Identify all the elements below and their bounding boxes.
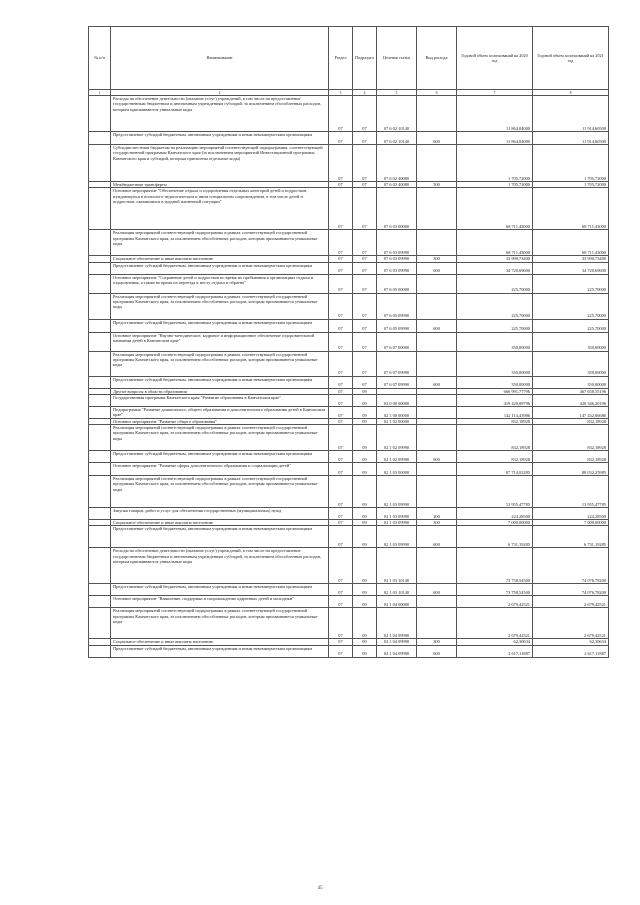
- cell-razdel: 07: [329, 376, 353, 388]
- cell-sum-2020: 33 990,73400: [457, 256, 533, 262]
- cell-podrazdel: 09: [353, 394, 377, 406]
- cell-sum-2020: 225,70000: [457, 274, 533, 293]
- table-row: [89, 451, 609, 463]
- cell-podrazdel: 09: [353, 418, 377, 424]
- cell-razdel: 07: [329, 520, 353, 526]
- cell-name: Другие вопросы в области образования: [111, 388, 329, 394]
- cell-sum-2021: 68 711,43000: [533, 188, 609, 230]
- cell-podrazdel: 09: [353, 388, 377, 394]
- column-number: 6: [417, 90, 457, 96]
- cell-razdel: 07: [329, 584, 353, 596]
- cell-sum-2020: 350,00000: [457, 351, 533, 376]
- cell-sum-2021: 11 914,60500: [533, 132, 609, 145]
- cell-vr: 600: [417, 132, 457, 145]
- cell-podrazdel: 07: [353, 262, 377, 274]
- cell-razdel: 07: [329, 476, 353, 508]
- table-row: [89, 96, 609, 132]
- cell-num: [89, 230, 111, 256]
- cell-sum-2020: 1 705,72000: [457, 182, 533, 188]
- table-row: [89, 548, 609, 584]
- cell-csr: 02 1 04 00000: [377, 596, 417, 608]
- cell-sum-2020: 832,18928: [457, 418, 533, 424]
- cell-razdel: 07: [329, 508, 353, 520]
- cell-csr: 07 6 03 00000: [377, 188, 417, 230]
- cell-razdel: 07: [329, 230, 353, 256]
- cell-razdel: 07: [329, 639, 353, 645]
- cell-podrazdel: 09: [353, 425, 377, 451]
- cell-name: Подпрограмма "Развитие дошкольного, общего образования и дополнительного образования детей в Камчатском крае": [111, 406, 329, 418]
- table-row: [89, 508, 609, 520]
- cell-csr: 07 6 02 40080: [377, 145, 417, 182]
- cell-vr: [417, 96, 457, 132]
- cell-vr: [417, 293, 457, 319]
- cell-sum-2021: 13 955,47785: [533, 476, 609, 508]
- table-row: [89, 332, 609, 351]
- cell-name: Основное мероприятие "Обеспечение отдыха и оздоровления отдельных категорий детей и подростков, нуждающихся в психолого-педагогическом и ином специальном сопровождении, в том числе детей и подростков, оказавшихся в трудной жизненной ситуации": [111, 188, 329, 230]
- cell-name: Предоставление субсидий бюджетным, автономным учреждениям и иным некоммерческим организациям: [111, 645, 329, 657]
- column-number: 4: [353, 90, 377, 96]
- cell-razdel: 07: [329, 182, 353, 188]
- cell-name: Основное мероприятие "Выявление, поддержка и сопровождение одаренных детей и молодежи": [111, 596, 329, 608]
- cell-name: Расходы на обеспечение деятельности (оказание услуг) учреждений, в том числе на предоставление государственным бюджетным и автономным учреждениям субсидий, за исключением обособленных расходов, которым присваиваются уникальные коды: [111, 548, 329, 584]
- table-row: [89, 584, 609, 596]
- cell-sum-2020: 2 617,11887: [457, 645, 533, 657]
- cell-csr: 02 1 03 09990: [377, 508, 417, 520]
- cell-sum-2020: 62,30634: [457, 639, 533, 645]
- table-row: [89, 526, 609, 548]
- cell-num: [89, 394, 111, 406]
- cell-name: Предоставление субсидий бюджетным, автономным учреждениям и иным некоммерческим организациям: [111, 262, 329, 274]
- cell-csr: 02 1 03 09990: [377, 526, 417, 548]
- cell-vr: 300: [417, 256, 457, 262]
- cell-razdel: 07: [329, 188, 353, 230]
- table-row: [89, 608, 609, 639]
- column-number: 7: [457, 90, 533, 96]
- cell-sum-2021: 7 000,00000: [533, 520, 609, 526]
- table-row: [89, 425, 609, 451]
- cell-num: [89, 188, 111, 230]
- page-number: 45: [317, 886, 323, 891]
- cell-name: Закупка товаров, работ и услуг для обеспечения государственных (муниципальных) нужд: [111, 508, 329, 520]
- cell-name: Предоставление субсидий бюджетным, автономным учреждениям и иным некоммерческим организациям: [111, 451, 329, 463]
- cell-csr: 02 1 03 00000: [377, 463, 417, 476]
- cell-vr: 300: [417, 639, 457, 645]
- table-row: [89, 132, 609, 145]
- cell-csr: 02 1 00 00000: [377, 406, 417, 418]
- cell-sum-2021: 11 914,60500: [533, 96, 609, 132]
- cell-sum-2020: 350,00000: [457, 332, 533, 351]
- cell-vr: [417, 406, 457, 418]
- cell-name: Предоставление субсидий бюджетным, автономным учреждениям и иным некоммерческим организациям: [111, 376, 329, 388]
- column-number: 2: [111, 90, 329, 96]
- cell-vr: [417, 188, 457, 230]
- header-vr: Вид расхода: [417, 27, 457, 90]
- cell-csr: 07 6 07 00000: [377, 332, 417, 351]
- cell-sum-2020: 225,70000: [457, 293, 533, 319]
- cell-podrazdel: 09: [353, 463, 377, 476]
- cell-sum-2021: 34 720,69600: [533, 262, 609, 274]
- cell-num: [89, 508, 111, 520]
- cell-sum-2020: 832,18928: [457, 451, 533, 463]
- cell-vr: 500: [417, 182, 457, 188]
- header-row: [89, 27, 609, 90]
- cell-csr: 02 0 00 00000: [377, 394, 417, 406]
- cell-sum-2021: 225,70000: [533, 293, 609, 319]
- cell-podrazdel: 09: [353, 526, 377, 548]
- cell-podrazdel: 09: [353, 406, 377, 418]
- cell-csr: 07 6 05 00000: [377, 274, 417, 293]
- cell-razdel: 07: [329, 145, 353, 182]
- cell-num: [89, 332, 111, 351]
- cell-razdel: 07: [329, 256, 353, 262]
- cell-sum-2021: 225,70000: [533, 274, 609, 293]
- cell-vr: [417, 596, 457, 608]
- cell-csr: 07 6 03 09990: [377, 262, 417, 274]
- table-row: [89, 596, 609, 608]
- cell-num: [89, 351, 111, 376]
- cell-sum-2021: 2 679,42521: [533, 608, 609, 639]
- cell-sum-2021: 832,18928: [533, 425, 609, 451]
- cell-sum-2021: 832,18928: [533, 418, 609, 424]
- cell-podrazdel: 07: [353, 293, 377, 319]
- cell-name: Субсидии местным бюджетам на реализацию мероприятий соответствующей подпрограммы, соответствующей государственной программы Камчатского края (за исключением мероприятий Инвестиционной программы Камчатского края и субсидий, которым присвоены отдельные коды): [111, 145, 329, 182]
- table-row: [89, 230, 609, 256]
- cell-sum-2021: 225,70000: [533, 319, 609, 332]
- cell-sum-2021: 6 731,19285: [533, 526, 609, 548]
- cell-razdel: 07: [329, 394, 353, 406]
- cell-num: [89, 608, 111, 639]
- cell-name: Расходы на обеспечение деятельности (оказание услуг) учреждений, в том числе на предоставление государственным бюджетным и автономным учреждениям субсидий, за исключением обособленных расходов, которым присваиваются уникальные коды: [111, 96, 329, 132]
- cell-name: Социальное обеспечение и иные выплаты населению: [111, 639, 329, 645]
- cell-vr: [417, 548, 457, 584]
- cell-num: [89, 274, 111, 293]
- cell-sum-2021: 350,00000: [533, 332, 609, 351]
- cell-vr: 600: [417, 526, 457, 548]
- table-row: [89, 463, 609, 476]
- cell-sum-2020: 419 420,08796: [457, 394, 533, 406]
- cell-name: Основное мероприятие "Развитие сферы дополнительного образования и социализации детей": [111, 463, 329, 476]
- cell-vr: [417, 394, 457, 406]
- cell-sum-2020: 68 711,43000: [457, 188, 533, 230]
- cell-razdel: 07: [329, 463, 353, 476]
- cell-sum-2020: 832,18928: [457, 425, 533, 451]
- cell-name: Предоставление субсидий бюджетным, автономным учреждениям и иным некоммерческим организациям: [111, 319, 329, 332]
- cell-num: [89, 132, 111, 145]
- cell-sum-2020: 666 991,77796: [457, 388, 533, 394]
- cell-sum-2021: 832,18928: [533, 451, 609, 463]
- budget-table: [88, 26, 609, 658]
- cell-csr: 07 6 07 09990: [377, 376, 417, 388]
- cell-name: Предоставление субсидий бюджетным, автономным учреждениям и иным некоммерческим организациям: [111, 132, 329, 145]
- cell-vr: 300: [417, 520, 457, 526]
- cell-podrazdel: 07: [353, 188, 377, 230]
- cell-csr: 07 6 02 10140: [377, 132, 417, 145]
- cell-razdel: 07: [329, 548, 353, 584]
- cell-name: Социальное обеспечение и иные выплаты населению: [111, 520, 329, 526]
- cell-name: Основное мероприятие "Развитие общего образования": [111, 418, 329, 424]
- cell-razdel: 07: [329, 319, 353, 332]
- table-row: [89, 188, 609, 230]
- cell-num: [89, 406, 111, 418]
- cell-vr: 600: [417, 262, 457, 274]
- table-row: [89, 376, 609, 388]
- cell-sum-2020: 11 864,04000: [457, 96, 533, 132]
- cell-name: Предоставление субсидий бюджетным, автономным учреждениям и иным некоммерческим организациям: [111, 526, 329, 548]
- cell-vr: 200: [417, 508, 457, 520]
- cell-podrazdel: 09: [353, 548, 377, 584]
- cell-razdel: 07: [329, 132, 353, 145]
- cell-sum-2021: 62,30634: [533, 639, 609, 645]
- cell-csr: 02 1 02 00000: [377, 418, 417, 424]
- cell-podrazdel: 09: [353, 645, 377, 657]
- cell-sum-2020: 73 758,54500: [457, 548, 533, 584]
- header-podrazdel: Подраздел: [353, 27, 377, 90]
- table-row: [89, 394, 609, 406]
- cell-num: [89, 476, 111, 508]
- cell-sum-2020: 73 758,54500: [457, 584, 533, 596]
- cell-podrazdel: 07: [353, 274, 377, 293]
- table-row: [89, 145, 609, 182]
- cell-sum-2020: 1 705,72000: [457, 145, 533, 182]
- cell-podrazdel: 07: [353, 256, 377, 262]
- column-number: 8: [533, 90, 609, 96]
- cell-razdel: 07: [329, 332, 353, 351]
- table-row: [89, 293, 609, 319]
- cell-podrazdel: 09: [353, 451, 377, 463]
- cell-num: [89, 319, 111, 332]
- cell-sum-2020: 34 720,69600: [457, 262, 533, 274]
- table-row: [89, 274, 609, 293]
- cell-csr: 02 1 02 09990: [377, 425, 417, 451]
- cell-num: [89, 293, 111, 319]
- header-num: № п/п: [89, 27, 111, 90]
- cell-podrazdel: 09: [353, 639, 377, 645]
- cell-csr: 02 1 02 09990: [377, 451, 417, 463]
- cell-sum-2020: 142 114,43986: [457, 406, 533, 418]
- cell-name: Основное мероприятие "Сохранение детей и подростков во время их пребывания в организациях отдыха и оздоровления, а также во время их переезда к месту отдыха и обратно": [111, 274, 329, 293]
- cell-name: Социальное обеспечение и иные выплаты населению: [111, 256, 329, 262]
- cell-num: [89, 425, 111, 451]
- cell-razdel: 07: [329, 425, 353, 451]
- header-razdel: Раздел: [329, 27, 353, 90]
- cell-vr: [417, 351, 457, 376]
- cell-podrazdel: 09: [353, 608, 377, 639]
- cell-sum-2021: 350,00000: [533, 376, 609, 388]
- cell-sum-2020: 68 711,43000: [457, 230, 533, 256]
- cell-num: [89, 145, 111, 182]
- cell-sum-2020: 350,00000: [457, 376, 533, 388]
- cell-name: Реализация мероприятий соответствующей подпрограммы в рамках соответствующей государственной программы Камчатского края, за исключением обособленных расходов, которым присваиваются уникальные коды: [111, 230, 329, 256]
- cell-csr: 07 6 02 40080: [377, 182, 417, 188]
- cell-csr: 02 1 03 09990: [377, 476, 417, 508]
- cell-razdel: 07: [329, 406, 353, 418]
- cell-razdel: 07: [329, 351, 353, 376]
- cell-podrazdel: 07: [353, 319, 377, 332]
- cell-name: Межбюджетные трансферты: [111, 182, 329, 188]
- cell-num: [89, 451, 111, 463]
- cell-csr: 02 1 04 09990: [377, 645, 417, 657]
- cell-podrazdel: 07: [353, 182, 377, 188]
- cell-num: [89, 645, 111, 657]
- table-row: [89, 476, 609, 508]
- cell-sum-2020: 2 679,42521: [457, 608, 533, 639]
- cell-csr: 02 1 03 10140: [377, 548, 417, 584]
- cell-vr: [417, 230, 457, 256]
- cell-sum-2021: 420 346,20196: [533, 394, 609, 406]
- column-number: 3: [329, 90, 353, 96]
- cell-csr: 02 1 03 09990: [377, 520, 417, 526]
- cell-razdel: 07: [329, 608, 353, 639]
- cell-podrazdel: 09: [353, 508, 377, 520]
- column-number: 1: [89, 90, 111, 96]
- cell-csr: 07 6 05 09990: [377, 319, 417, 332]
- cell-podrazdel: 09: [353, 584, 377, 596]
- cell-sum-2020: 224,28500: [457, 508, 533, 520]
- cell-sum-2021: 224,28500: [533, 508, 609, 520]
- cell-vr: [417, 332, 457, 351]
- cell-sum-2021: 68 711,43000: [533, 230, 609, 256]
- cell-name: Реализация мероприятий соответствующей подпрограммы в рамках соответствующей государственной программы Камчатского края, за исключением обособленных расходов, которым присваиваются уникальные коды: [111, 476, 329, 508]
- cell-podrazdel: 07: [353, 145, 377, 182]
- cell-csr: 07 6 03 09990: [377, 256, 417, 262]
- cell-sum-2021: 2 679,42521: [533, 596, 609, 608]
- table-row: [89, 645, 609, 657]
- cell-podrazdel: 07: [353, 132, 377, 145]
- cell-razdel: 07: [329, 96, 353, 132]
- cell-sum-2020: 87 714,02285: [457, 463, 533, 476]
- cell-vr: [417, 274, 457, 293]
- header-name: Наименование: [111, 27, 329, 90]
- cell-razdel: 07: [329, 645, 353, 657]
- cell-sum-2021: 467 658,55196: [533, 388, 609, 394]
- cell-razdel: 07: [329, 262, 353, 274]
- cell-name: Основное мероприятие "Научно-методическое, кадровое и информационное обеспечение оздоровительной кампании детей в Камчатском крае": [111, 332, 329, 351]
- table-row: [89, 262, 609, 274]
- cell-vr: [417, 425, 457, 451]
- cell-sum-2021: 350,00000: [533, 351, 609, 376]
- cell-sum-2020: 225,70000: [457, 319, 533, 332]
- cell-podrazdel: 07: [353, 332, 377, 351]
- cell-podrazdel: 07: [353, 230, 377, 256]
- cell-num: [89, 596, 111, 608]
- cell-sum-2021: 33 990,73400: [533, 256, 609, 262]
- cell-num: [89, 526, 111, 548]
- table-body: [89, 96, 609, 658]
- cell-sum-2020: 11 864,04000: [457, 132, 533, 145]
- cell-podrazdel: 07: [353, 376, 377, 388]
- cell-vr: [417, 608, 457, 639]
- cell-sum-2021: 74 076,78200: [533, 584, 609, 596]
- cell-podrazdel: 09: [353, 596, 377, 608]
- cell-vr: [417, 145, 457, 182]
- table-row: [89, 319, 609, 332]
- cell-csr: 02 1 04 09990: [377, 608, 417, 639]
- cell-sum-2020: 13 955,47785: [457, 476, 533, 508]
- cell-num: [89, 376, 111, 388]
- cell-sum-2020: 2 679,42521: [457, 596, 533, 608]
- cell-razdel: 07: [329, 596, 353, 608]
- cell-razdel: 07: [329, 274, 353, 293]
- cell-razdel: 07: [329, 451, 353, 463]
- table-row: [89, 351, 609, 376]
- header-2020: Годовой объем ассигнований на 2020 год: [457, 27, 533, 90]
- cell-vr: 600: [417, 584, 457, 596]
- cell-sum-2021: 147 432,06686: [533, 406, 609, 418]
- cell-razdel: 07: [329, 418, 353, 424]
- cell-vr: 600: [417, 451, 457, 463]
- cell-csr: 07 6 05 09990: [377, 293, 417, 319]
- cell-name: Предоставление субсидий бюджетным, автономным учреждениям и иным некоммерческим организациям: [111, 584, 329, 596]
- cell-podrazdel: 09: [353, 476, 377, 508]
- cell-sum-2021: 2 617,11887: [533, 645, 609, 657]
- cell-num: [89, 262, 111, 274]
- cell-name: Государственная программа Камчатского края "Развитие образования в Камчатском крае": [111, 394, 329, 406]
- cell-sum-2020: 6 731,19285: [457, 526, 533, 548]
- cell-sum-2021: 1 705,72000: [533, 182, 609, 188]
- cell-num: [89, 584, 111, 596]
- cell-sum-2021: 74 076,78200: [533, 548, 609, 584]
- cell-vr: [417, 476, 457, 508]
- cell-podrazdel: 07: [353, 351, 377, 376]
- cell-sum-2020: 7 000,00000: [457, 520, 533, 526]
- cell-sum-2021: 88 032,25985: [533, 463, 609, 476]
- cell-vr: 600: [417, 376, 457, 388]
- cell-num: [89, 463, 111, 476]
- cell-csr: 07 6 02 10140: [377, 96, 417, 132]
- cell-name: Реализация мероприятий соответствующей подпрограммы в рамках соответствующей государственной программы Камчатского края, за исключением обособленных расходов, которым присваиваются уникальные коды: [111, 608, 329, 639]
- cell-podrazdel: 07: [353, 96, 377, 132]
- cell-csr: 07 6 03 09990: [377, 230, 417, 256]
- cell-podrazdel: 09: [353, 520, 377, 526]
- cell-csr: 07 6 07 09990: [377, 351, 417, 376]
- cell-num: [89, 548, 111, 584]
- cell-name: Реализация мероприятий соответствующей подпрограммы в рамках соответствующей государственной программы Камчатского края, за исключением обособленных расходов, которым присваиваются уникальные коды: [111, 425, 329, 451]
- cell-csr: 02 1 04 09990: [377, 639, 417, 645]
- cell-name: Реализация мероприятий соответствующей подпрограммы в рамках соответствующей государственной программы Камчатского края, за исключением обособленных расходов, которым присваиваются уникальные коды: [111, 293, 329, 319]
- header-2021: Годовой объем ассигнований на 2021 год: [533, 27, 609, 90]
- cell-vr: 600: [417, 319, 457, 332]
- cell-razdel: 07: [329, 526, 353, 548]
- cell-razdel: 07: [329, 388, 353, 394]
- cell-razdel: 07: [329, 293, 353, 319]
- cell-vr: 600: [417, 645, 457, 657]
- cell-num: [89, 96, 111, 132]
- table-row: [89, 406, 609, 418]
- column-number: 5: [377, 90, 417, 96]
- header-csr: Целевая статья: [377, 27, 417, 90]
- cell-vr: [417, 463, 457, 476]
- cell-csr: 02 1 03 10140: [377, 584, 417, 596]
- cell-sum-2021: 1 705,72000: [533, 145, 609, 182]
- cell-name: Реализация мероприятий соответствующей подпрограммы в рамках соответствующей государственной программы Камчатского края, за исключением обособленных расходов, которым присваиваются уникальные коды: [111, 351, 329, 376]
